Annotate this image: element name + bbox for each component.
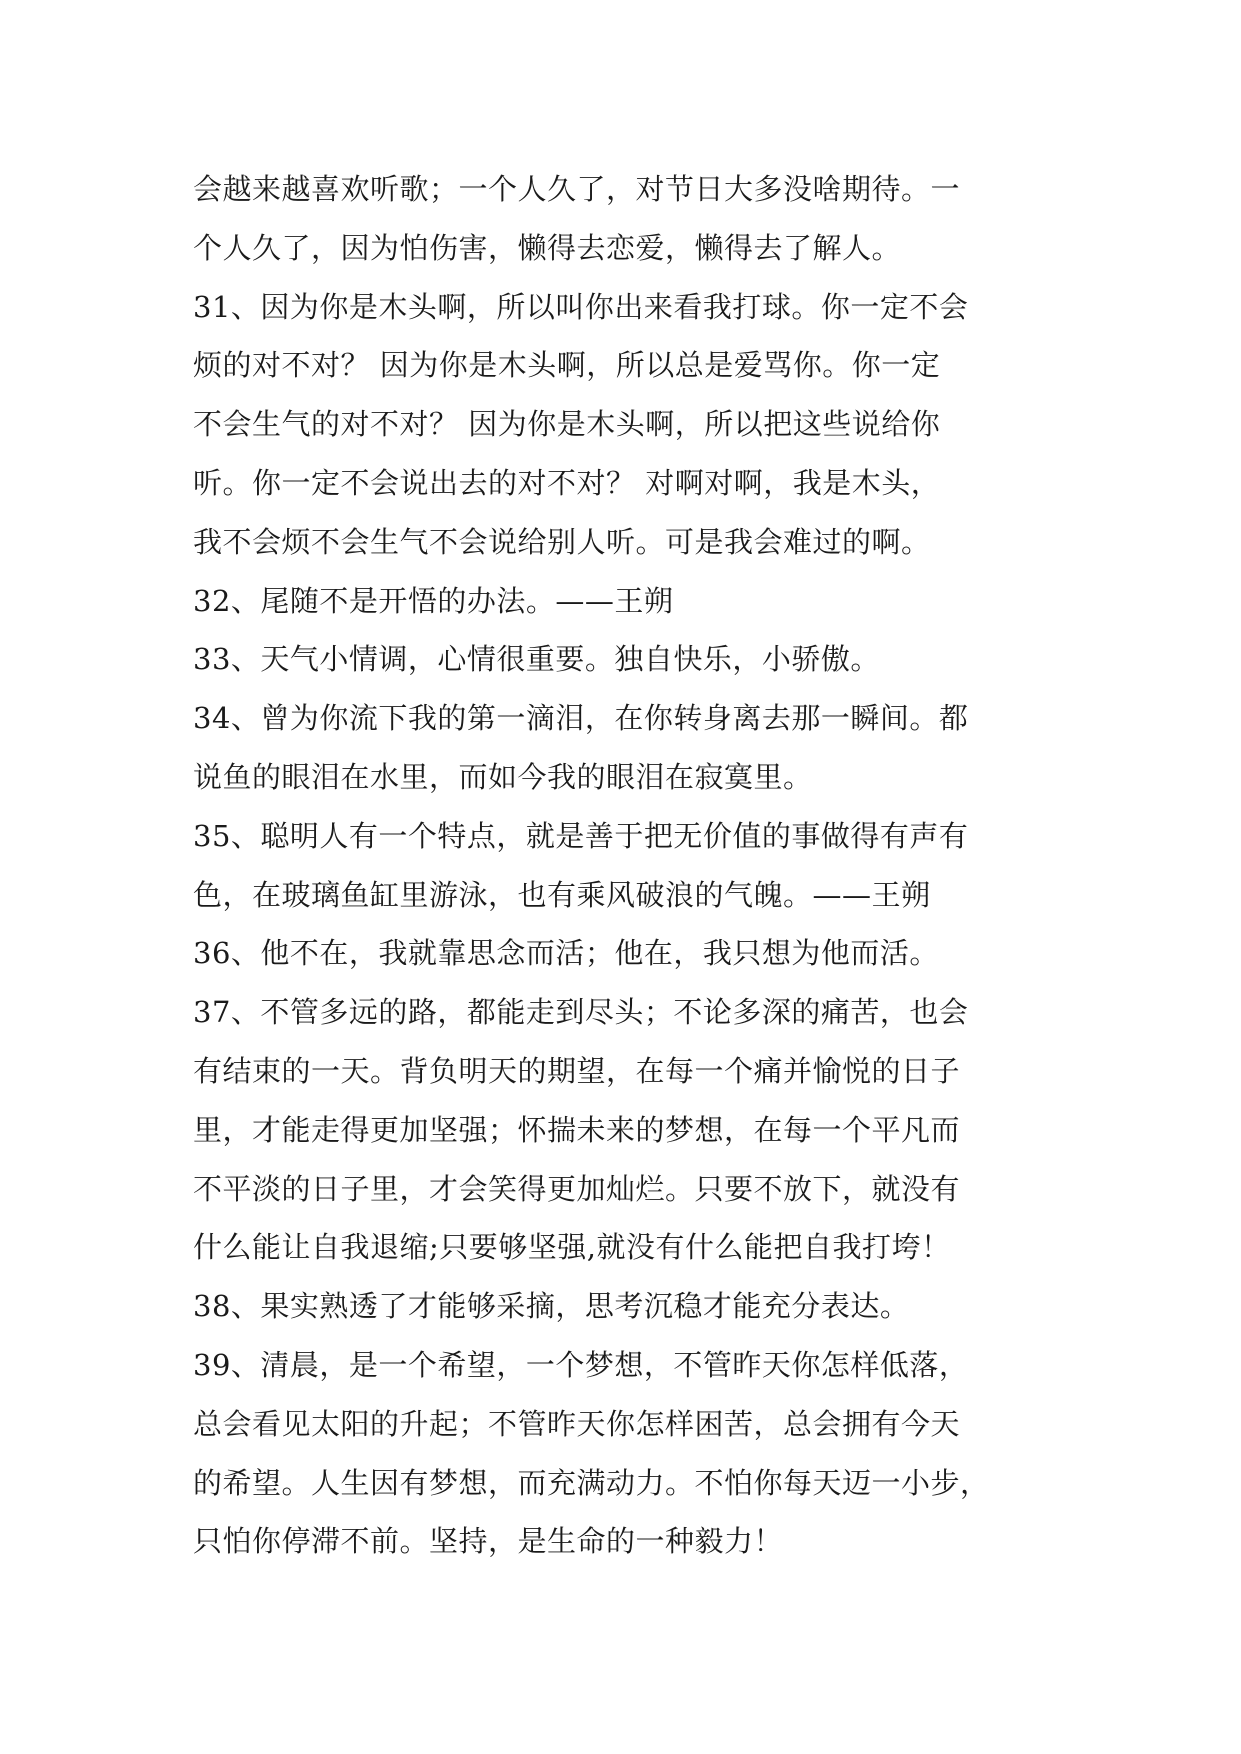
text-line: 31、因为你是木头啊，所以叫你出来看我打球。你一定不会 [193,289,969,324]
text-line: 里，才能走得更加坚强；怀揣未来的梦想，在每一个平凡而 [193,1112,961,1147]
text-line: 有结束的一天。背负明天的期望，在每一个痛并愉悦的日子 [193,1053,961,1088]
text-line: 39、清晨，是一个希望，一个梦想，不管昨天你怎样低落， [193,1347,969,1382]
text-line: 37、不管多远的路，都能走到尽头；不论多深的痛苦，也会 [193,995,969,1030]
text-line: 32、尾随不是开悟的办法。——王朔 [193,583,674,618]
text-line: 总会看见太阳的升起；不管昨天你怎样困苦，总会拥有今天 [193,1406,961,1441]
text-line: 会越来越喜欢听歌；一个人久了，对节日大多没啥期待。一 [193,172,961,206]
text-line: 烦的对不对？ 因为你是木头啊，所以总是爱骂你。你一定 [193,348,941,383]
text-line: 个人久了，因为怕伤害，懒得去恋爱，懒得去了解人。 [193,230,902,265]
text-line: 只怕你停滞不前。坚持，是生命的一种毅力！ [193,1524,784,1559]
text-line: 不平淡的日子里，才会笑得更加灿烂。只要不放下，就没有 [193,1171,961,1206]
text-line: 色，在玻璃鱼缸里游泳，也有乘风破浪的气魄。——王朔 [193,877,931,912]
body-text [193,160,1073,1571]
text-line: 33、天气小情调，心情很重要。独自快乐，小骄傲。 [193,642,880,677]
text-line: 34、曾为你流下我的第一滴泪，在你转身离去那一瞬间。都 [193,701,969,736]
text-line: 什么能让自我退缩;只要够坚强,就没有什么能把自我打垮！ [193,1230,951,1265]
text-line: 38、果实熟透了才能够采摘，思考沉稳才能充分表达。 [193,1289,910,1324]
text-line: 35、聪明人有一个特点，就是善于把无价值的事做得有声有 [193,818,969,853]
text-line: 36、他不在，我就靠思念而活；他在，我只想为他而活。 [193,936,939,971]
text-line: 的希望。人生因有梦想，而充满动力。不怕你每天迈一小步， [193,1465,990,1500]
text-line: 不会生气的对不对？ 因为你是木头啊，所以把这些说给你 [193,407,941,442]
text-line: 说鱼的眼泪在水里，而如今我的眼泪在寂寞里。 [193,759,813,794]
text-line: 听。你一定不会说出去的对不对？ 对啊对啊，我是木头， [193,465,941,500]
text-line: 我不会烦不会生气不会说给别人听。可是我会难过的啊。 [193,524,931,559]
